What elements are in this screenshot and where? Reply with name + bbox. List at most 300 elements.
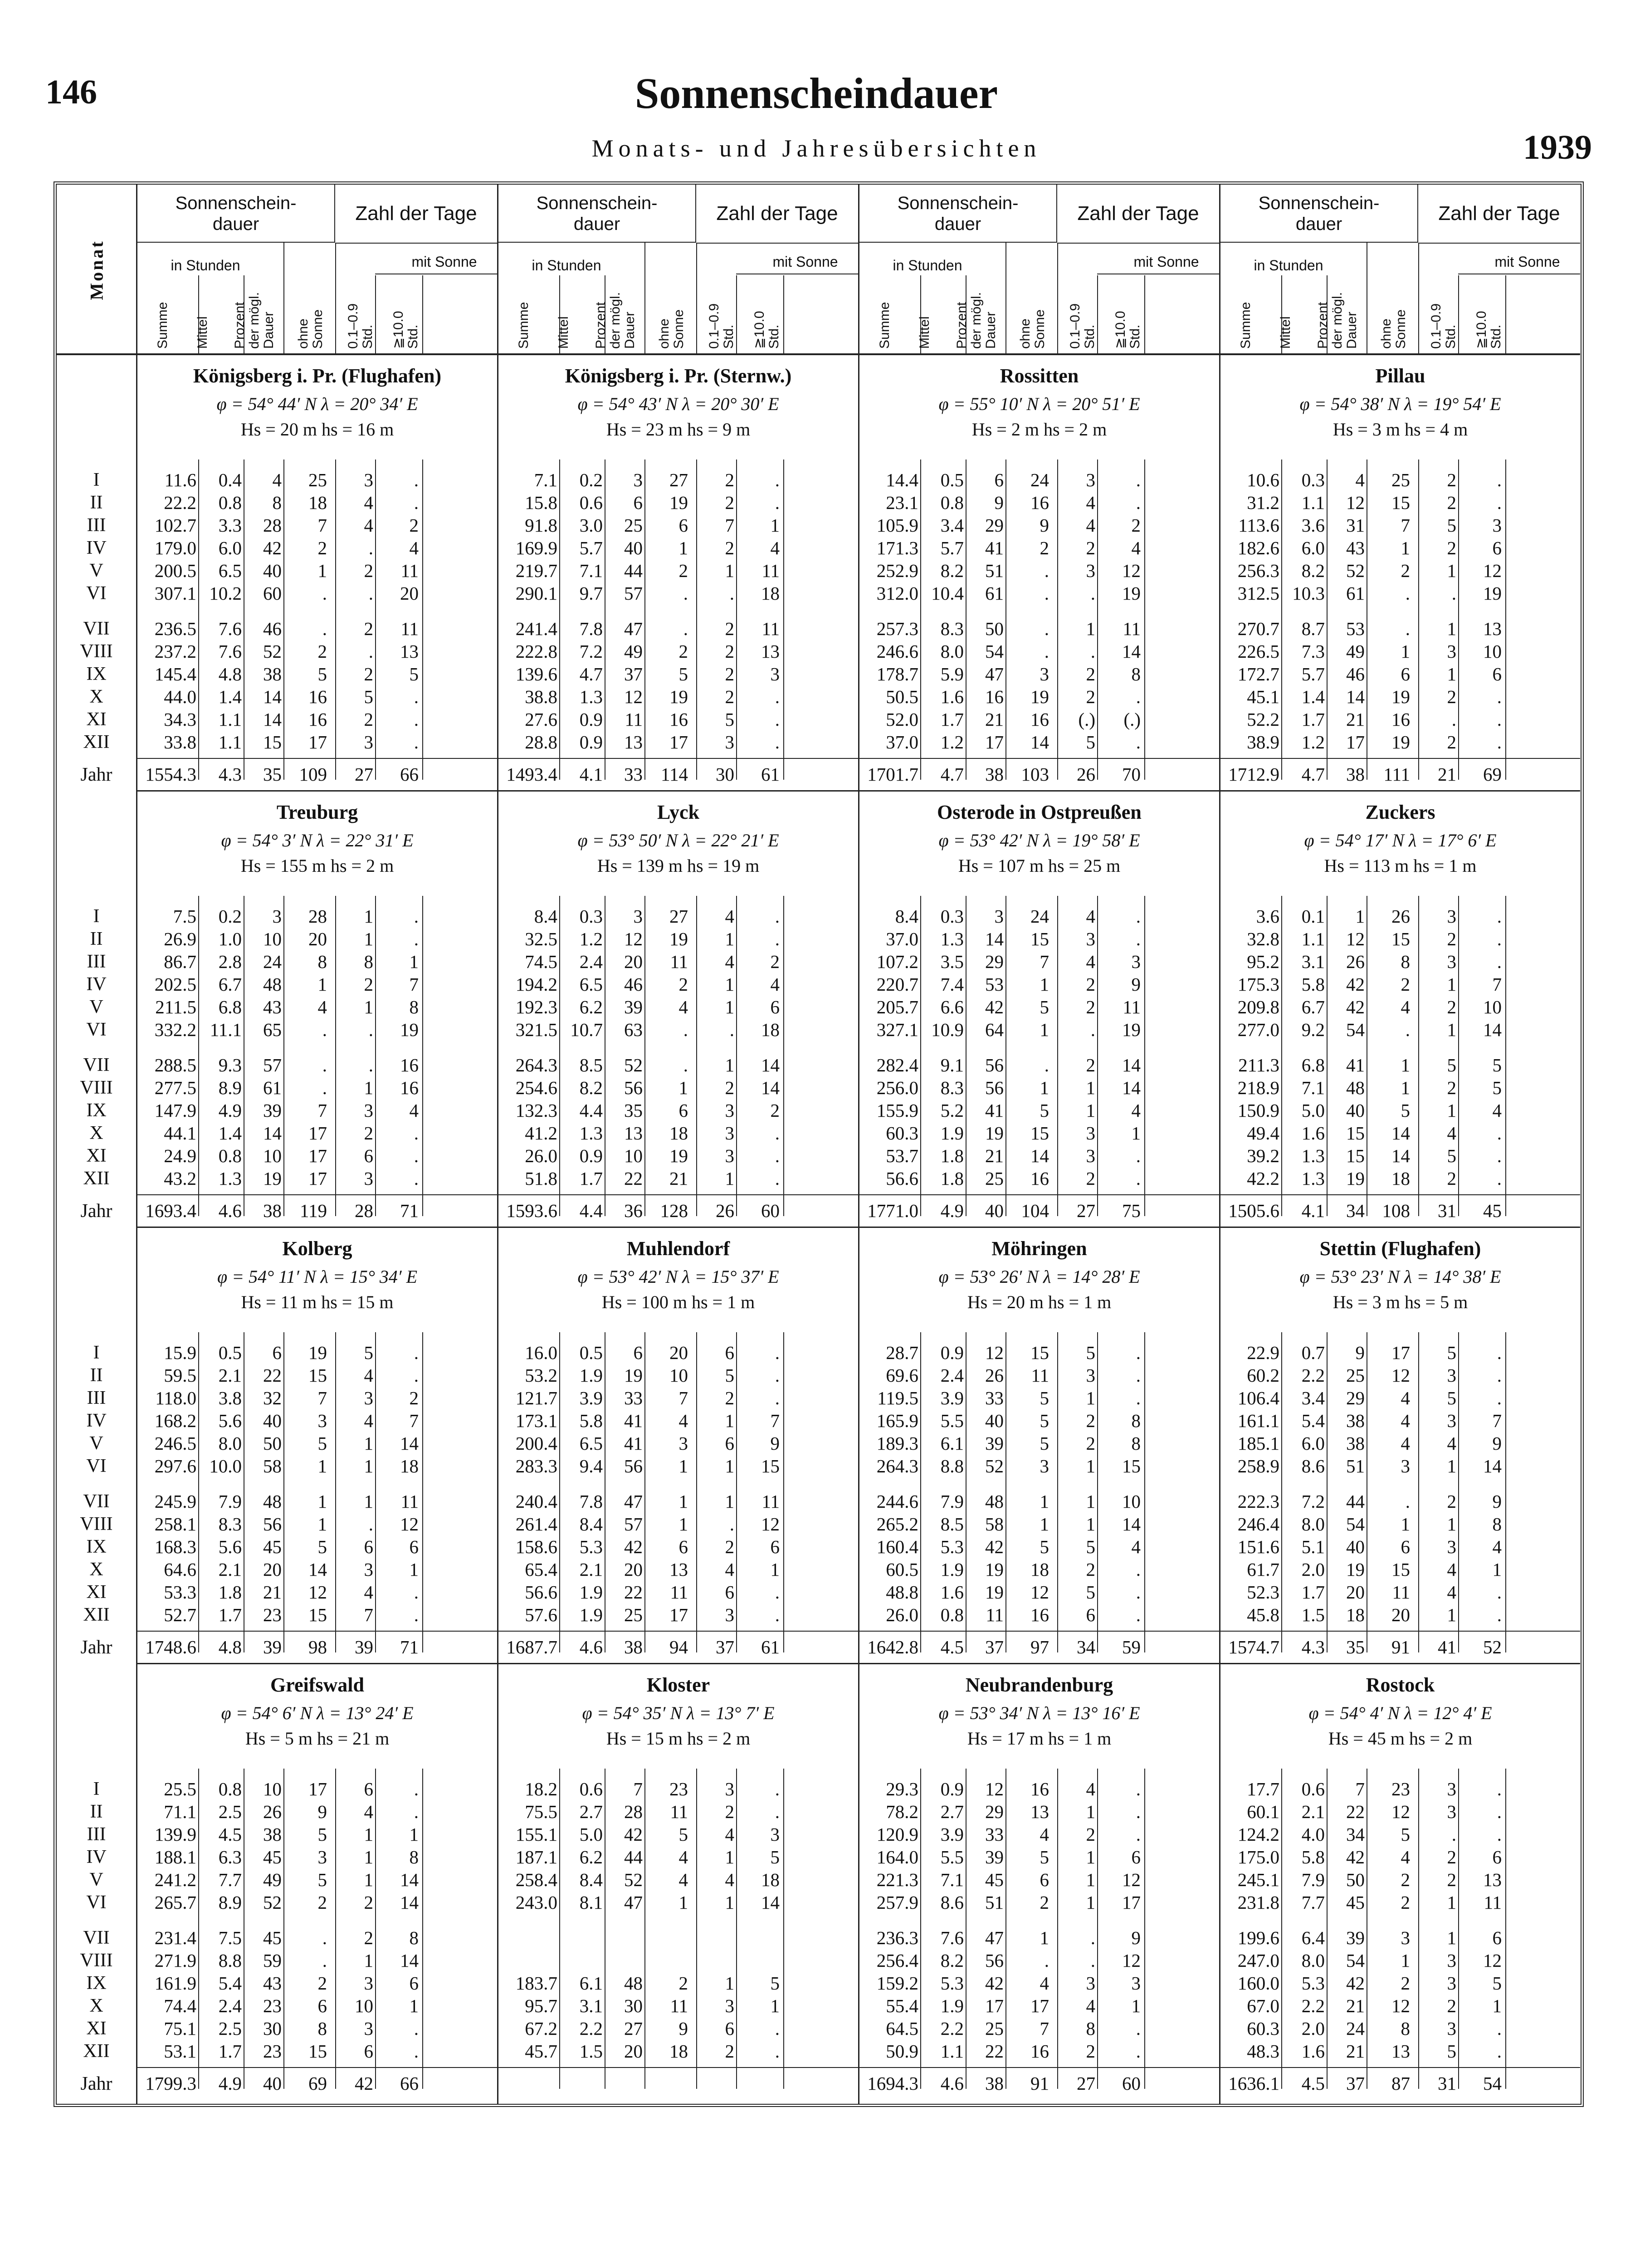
- grid-divider: [422, 896, 423, 1216]
- year-total-cell: 37: [985, 1637, 1004, 1657]
- data-cell: 8.9: [218, 1892, 242, 1913]
- data-cell: 8: [409, 997, 419, 1017]
- month-label: I: [93, 906, 100, 927]
- grid-divider: [283, 896, 284, 1216]
- station-altitude: Hs = 20 m hs = 1 m: [967, 1292, 1112, 1312]
- station-coordinates: φ = 54° 11′ N λ = 15° 34′ E: [217, 1266, 418, 1287]
- data-cell: 45: [985, 1869, 1004, 1890]
- data-cell: 14: [985, 929, 1004, 949]
- data-cell: .: [1451, 583, 1456, 604]
- station-column: [1220, 185, 1581, 2104]
- data-cell: 245.1: [1237, 1869, 1279, 1890]
- data-cell: .: [1497, 1145, 1502, 1166]
- grid-divider: [198, 1769, 199, 2089]
- data-cell: 2: [1447, 1869, 1456, 1890]
- data-cell: 57: [624, 1514, 643, 1535]
- data-cell: 16: [1391, 709, 1410, 730]
- data-cell: 1.8: [940, 1168, 964, 1189]
- data-cell: 8.6: [940, 1892, 964, 1913]
- year-rule: [137, 2067, 497, 2068]
- header-sub-nosun: ohne Sonne: [657, 309, 686, 349]
- data-cell: 11: [400, 618, 419, 639]
- month-label: XI: [86, 1145, 107, 1166]
- grid-divider: [1327, 1769, 1328, 2089]
- month-column: [57, 185, 137, 2104]
- data-cell: 16: [1030, 1604, 1049, 1625]
- data-cell: 49: [1346, 641, 1365, 662]
- data-cell: 155.1: [515, 1824, 557, 1845]
- data-cell: 0.6: [579, 492, 603, 513]
- data-cell: 42: [985, 997, 1004, 1017]
- data-cell: 33.8: [164, 732, 196, 753]
- data-cell: 2: [1086, 974, 1095, 995]
- data-cell: 50: [1346, 1869, 1365, 1890]
- data-cell: 2: [1401, 974, 1410, 995]
- grid-divider: [1418, 1332, 1419, 1652]
- station-name: Möhringen: [991, 1237, 1087, 1260]
- station-data-grid: [1220, 1332, 1580, 1664]
- grid-divider: [644, 459, 645, 780]
- data-cell: 21: [1346, 1995, 1365, 2016]
- grid-divider: [1144, 896, 1145, 1216]
- data-cell: 19: [400, 1019, 419, 1040]
- grid-divider: [1097, 459, 1098, 780]
- data-cell: 1: [1040, 1019, 1049, 1040]
- data-cell: 1.4: [1301, 686, 1325, 707]
- year-total-cell: 26: [1077, 764, 1095, 785]
- station-altitude: Hs = 113 m hs = 1 m: [1324, 855, 1477, 876]
- data-cell: 5: [1492, 1055, 1502, 1075]
- data-cell: 42: [1346, 1973, 1365, 1994]
- data-cell: 0.3: [940, 906, 964, 927]
- data-cell: 7.1: [579, 560, 603, 581]
- data-cell: 53.1: [164, 2041, 196, 2062]
- header-sunshine-duration: Sonnenschein- dauer: [1220, 185, 1418, 243]
- data-cell: 7: [317, 1100, 327, 1121]
- grid-divider: [696, 1332, 697, 1652]
- month-label: VI: [86, 1456, 107, 1476]
- header-divider: [375, 275, 376, 355]
- data-cell: 1: [1086, 1491, 1095, 1512]
- data-cell: 1.9: [579, 1582, 603, 1603]
- year-total-cell: 35: [263, 764, 282, 785]
- data-cell: 41: [624, 1433, 643, 1454]
- data-cell: 1: [1447, 664, 1456, 684]
- data-cell: 327.1: [876, 1019, 918, 1040]
- data-cell: 10: [1122, 1491, 1141, 1512]
- data-cell: 0.6: [579, 1779, 603, 1799]
- month-label: V: [89, 560, 103, 581]
- data-cell: 21: [1346, 709, 1365, 730]
- year-rule: [498, 1194, 858, 1195]
- data-cell: 10: [355, 1995, 373, 2016]
- data-cell: 3: [364, 1559, 373, 1580]
- data-cell: 12: [985, 1779, 1004, 1799]
- data-cell: 307.1: [154, 583, 196, 604]
- data-cell: 1: [409, 1824, 419, 1845]
- data-cell: 205.7: [876, 997, 918, 1017]
- data-cell: 47: [985, 1927, 1004, 1948]
- data-cell: 241.4: [515, 618, 557, 639]
- data-cell: 6: [1401, 1536, 1410, 1557]
- data-cell: 1: [725, 1055, 734, 1075]
- data-cell: 41.2: [525, 1123, 557, 1144]
- data-cell: 188.1: [154, 1847, 196, 1867]
- year-label: Jahr: [80, 1201, 112, 1222]
- data-cell: 42: [985, 1536, 1004, 1557]
- data-cell: .: [322, 1927, 327, 1948]
- data-cell: 8.5: [940, 1514, 964, 1535]
- data-cell: 8: [317, 2018, 327, 2039]
- data-cell: 3: [1447, 1536, 1456, 1557]
- station-altitude: Hs = 23 m hs = 9 m: [606, 419, 751, 440]
- data-cell: 6: [364, 2041, 373, 2062]
- data-cell: 75.1: [164, 2018, 196, 2039]
- data-cell: 7: [409, 1410, 419, 1431]
- data-cell: 24: [1030, 469, 1049, 490]
- data-cell: 5: [1447, 1145, 1456, 1166]
- data-cell: 8.8: [940, 1456, 964, 1476]
- data-cell: 0.9: [579, 709, 603, 730]
- data-cell: 0.8: [218, 1145, 242, 1166]
- year-total-cell: 45: [1483, 1200, 1502, 1221]
- data-cell: .: [1497, 1123, 1502, 1144]
- data-cell: 43: [263, 997, 282, 1017]
- data-cell: 155.9: [876, 1100, 918, 1121]
- data-cell: 247.0: [1237, 1950, 1279, 1971]
- station-coordinates: φ = 55° 10′ N λ = 20° 51′ E: [938, 394, 1140, 414]
- data-cell: 27: [624, 2018, 643, 2039]
- station-coordinates: φ = 54° 3′ N λ = 22° 31′ E: [221, 830, 414, 850]
- data-cell: 4: [678, 1869, 688, 1890]
- data-cell: 41: [985, 538, 1004, 558]
- data-cell: 231.8: [1237, 1892, 1279, 1913]
- data-cell: 2: [364, 618, 373, 639]
- page-title: Sonnenscheindauer: [635, 69, 998, 117]
- data-cell: 3: [364, 1100, 373, 1121]
- data-cell: 8: [1401, 951, 1410, 972]
- station-altitude: Hs = 2 m hs = 2 m: [971, 419, 1107, 440]
- data-cell: 26.9: [164, 929, 196, 949]
- station-data-grid: [859, 896, 1219, 1228]
- data-cell: .: [1136, 492, 1141, 513]
- data-cell: 5.0: [579, 1824, 603, 1845]
- data-cell: 41: [1346, 1055, 1365, 1075]
- month-label: IX: [86, 1536, 107, 1557]
- grid-divider: [375, 1769, 376, 2089]
- data-cell: 1: [1086, 618, 1095, 639]
- data-cell: 187.1: [515, 1847, 557, 1867]
- grid-divider: [198, 896, 199, 1216]
- data-cell: 95.2: [1247, 951, 1279, 972]
- data-cell: 5: [725, 1365, 734, 1386]
- data-cell: 175.3: [1237, 974, 1279, 995]
- data-cell: 3: [1086, 929, 1095, 949]
- data-cell: 1: [1040, 1927, 1049, 1948]
- station-data-grid: [859, 1332, 1219, 1664]
- data-cell: 48: [624, 1973, 643, 1994]
- data-cell: 7.9: [1301, 1869, 1325, 1890]
- data-cell: 18: [761, 1019, 780, 1040]
- data-cell: 0.8: [940, 1604, 964, 1625]
- data-cell: 2: [1447, 1491, 1456, 1512]
- year-total-cell: 4.1: [579, 764, 603, 785]
- header-sub-mean: Mittel: [556, 316, 571, 349]
- data-cell: .: [1405, 1019, 1410, 1040]
- data-cell: 4: [678, 1847, 688, 1867]
- data-cell: 17.7: [1247, 1779, 1279, 1799]
- month-label: XII: [83, 1168, 110, 1189]
- year-total-cell: 66: [400, 764, 419, 785]
- data-cell: 15.8: [525, 492, 557, 513]
- data-cell: 1.1: [940, 2041, 964, 2062]
- data-cell: 52.2: [1247, 709, 1279, 730]
- data-cell: 4: [725, 906, 734, 927]
- data-cell: 139.6: [515, 664, 557, 684]
- station-block: [137, 792, 497, 1228]
- data-cell: 264.3: [876, 1456, 918, 1476]
- data-cell: 3: [725, 1604, 734, 1625]
- data-cell: 10.7: [570, 1019, 603, 1040]
- data-cell: .: [1497, 1168, 1502, 1189]
- data-cell: 3: [1086, 1365, 1095, 1386]
- data-cell: 5: [1492, 1077, 1502, 1098]
- data-cell: 15: [1391, 1559, 1410, 1580]
- grid-divider: [1281, 459, 1282, 780]
- data-cell: 261.4: [515, 1514, 557, 1535]
- month-labels: [57, 896, 136, 1222]
- data-cell: .: [1136, 1801, 1141, 1822]
- data-cell: 3: [1447, 1779, 1456, 1799]
- data-cell: 5: [1401, 1100, 1410, 1121]
- data-cell: 15: [308, 1365, 327, 1386]
- data-cell: 44: [624, 1847, 643, 1867]
- month-column-label: Monat: [86, 240, 107, 300]
- data-cell: 28: [624, 1801, 643, 1822]
- month-label: VI: [86, 1892, 107, 1913]
- data-cell: 19: [1346, 1168, 1365, 1189]
- station-coordinates: φ = 54° 4′ N λ = 12° 4′ E: [1308, 1703, 1492, 1723]
- data-cell: 14: [1122, 1514, 1141, 1535]
- data-cell: 4: [1447, 1123, 1456, 1144]
- year-total-cell: 26: [716, 1200, 734, 1221]
- year-total-cell: 38: [985, 764, 1004, 785]
- year-total-cell: 4.6: [579, 1637, 603, 1657]
- data-cell: 60.3: [1247, 2018, 1279, 2039]
- station-block: [137, 1228, 497, 1664]
- year-total-cell: 31: [1438, 1200, 1456, 1221]
- data-cell: 219.7: [515, 560, 557, 581]
- data-cell: 256.4: [876, 1950, 918, 1971]
- data-cell: 18: [1346, 1604, 1365, 1625]
- data-cell: 9.3: [218, 1055, 242, 1075]
- month-label: II: [90, 1801, 103, 1822]
- station-name: Zuckers: [1365, 801, 1435, 823]
- data-cell: .: [775, 1342, 780, 1363]
- data-cell: 3: [1447, 906, 1456, 927]
- data-cell: 2.7: [579, 1801, 603, 1822]
- data-cell: 8.3: [218, 1514, 242, 1535]
- year-rule: [1220, 758, 1580, 759]
- data-cell: 14: [263, 709, 282, 730]
- data-cell: 10.0: [209, 1456, 242, 1476]
- year-total-cell: 91: [1030, 2073, 1049, 2094]
- header-divider: [335, 243, 336, 355]
- data-cell: 1.6: [1301, 1123, 1325, 1144]
- data-cell: 16: [400, 1055, 419, 1075]
- data-cell: 182.6: [1237, 538, 1279, 558]
- data-cell: 5: [1040, 1100, 1049, 1121]
- month-label: V: [89, 1869, 103, 1890]
- data-cell: 2.2: [940, 2018, 964, 2039]
- data-cell: 1.7: [218, 1604, 242, 1625]
- data-cell: 4: [678, 997, 688, 1017]
- data-cell: .: [322, 1019, 327, 1040]
- data-cell: .: [414, 929, 419, 949]
- data-cell: 3.1: [1301, 951, 1325, 972]
- data-cell: 3: [725, 1123, 734, 1144]
- data-cell: 17: [308, 1145, 327, 1166]
- data-cell: 64.5: [886, 2018, 918, 2039]
- column-header: [859, 185, 1219, 355]
- data-cell: 4: [725, 1559, 734, 1580]
- data-cell: 173.1: [515, 1410, 557, 1431]
- data-cell: 17: [669, 1604, 688, 1625]
- station-column: [859, 185, 1220, 2104]
- year-total-cell: 66: [400, 2073, 419, 2094]
- year-total-cell: 27: [355, 764, 373, 785]
- data-cell: 200.5: [154, 560, 196, 581]
- month-label: III: [87, 1824, 106, 1845]
- data-cell: 119.5: [877, 1388, 918, 1408]
- data-cell: 246.5: [154, 1433, 196, 1454]
- data-cell: 145.4: [154, 664, 196, 684]
- data-cell: 69.6: [886, 1365, 918, 1386]
- data-cell: 147.9: [154, 1100, 196, 1121]
- data-cell: 49: [263, 1869, 282, 1890]
- month-label: VIII: [80, 1950, 113, 1971]
- data-cell: 4: [364, 1410, 373, 1431]
- grid-divider: [422, 1332, 423, 1652]
- data-cell: 179.0: [154, 538, 196, 558]
- data-cell: 1: [1401, 1950, 1410, 1971]
- data-cell: 290.1: [515, 583, 557, 604]
- station-data-grid: [137, 1769, 497, 2101]
- data-cell: 1.4: [218, 1123, 242, 1144]
- data-cell: 12: [1391, 1995, 1410, 2016]
- data-cell: 3.4: [1301, 1388, 1325, 1408]
- data-cell: 4: [1040, 1973, 1049, 1994]
- data-cell: 26: [985, 1365, 1004, 1386]
- data-cell: 29: [1346, 1388, 1365, 1408]
- year-total-cell: 1712.9: [1228, 764, 1279, 785]
- year-total-cell: 41: [1438, 1637, 1456, 1657]
- data-cell: 18: [1030, 1559, 1049, 1580]
- data-cell: 3: [1447, 1973, 1456, 1994]
- data-cell: 22.9: [1247, 1342, 1279, 1363]
- data-cell: 5.8: [1301, 974, 1325, 995]
- data-cell: 13: [1030, 1801, 1049, 1822]
- data-cell: 2: [1086, 538, 1095, 558]
- data-cell: 283.3: [515, 1456, 557, 1476]
- data-cell: 40: [985, 1410, 1004, 1431]
- year-rule: [498, 1631, 858, 1632]
- data-cell: 5: [1040, 1847, 1049, 1867]
- data-cell: 1.1: [218, 732, 242, 753]
- data-cell: 4: [1086, 951, 1095, 972]
- data-cell: 1.3: [1301, 1145, 1325, 1166]
- grid-divider: [1281, 1332, 1282, 1652]
- data-cell: 8: [409, 1847, 419, 1867]
- header-with-sun: mit Sonne: [1494, 254, 1560, 270]
- data-cell: 5: [1086, 1582, 1095, 1603]
- data-cell: 86.7: [164, 951, 196, 972]
- data-cell: 2: [364, 709, 373, 730]
- data-cell: 52: [985, 1456, 1004, 1476]
- month-label: III: [87, 515, 106, 536]
- header-divider: [1057, 243, 1058, 355]
- data-cell: 8.2: [940, 1950, 964, 1971]
- data-cell: 19: [1391, 686, 1410, 707]
- data-cell: 2.8: [218, 951, 242, 972]
- data-cell: .: [1497, 1801, 1502, 1822]
- grid-divider: [1144, 1332, 1145, 1652]
- data-cell: 16: [308, 686, 327, 707]
- data-cell: 4: [364, 515, 373, 536]
- station-altitude: Hs = 107 m hs = 25 m: [958, 855, 1121, 876]
- data-cell: 16: [985, 686, 1004, 707]
- data-cell: 4: [1086, 515, 1095, 536]
- data-cell: 2: [725, 664, 734, 684]
- data-cell: 2: [725, 469, 734, 490]
- data-cell: 194.2: [515, 974, 557, 995]
- data-cell: 106.4: [1237, 1388, 1279, 1408]
- data-cell: 3: [1131, 1973, 1141, 1994]
- month-label: XI: [86, 709, 107, 730]
- data-cell: 24: [1346, 2018, 1365, 2039]
- data-cell: .: [322, 583, 327, 604]
- data-cell: 183.7: [515, 1973, 557, 1994]
- data-cell: 19: [1391, 732, 1410, 753]
- data-cell: 42: [1346, 1847, 1365, 1867]
- data-cell: 1.5: [1301, 1604, 1325, 1625]
- data-cell: 4: [1131, 538, 1141, 558]
- data-cell: 218.9: [1237, 1077, 1279, 1098]
- grid-divider: [783, 1769, 784, 2089]
- data-cell: 241.2: [154, 1869, 196, 1890]
- header-sub-pct: Prozent der mögl. Dauer: [232, 292, 276, 349]
- data-cell: .: [775, 1145, 780, 1166]
- data-cell: .: [1497, 492, 1502, 513]
- station-name: Rostock: [1366, 1674, 1435, 1696]
- data-cell: 1: [364, 1456, 373, 1476]
- data-cell: 19: [669, 929, 688, 949]
- data-cell: 3.9: [579, 1388, 603, 1408]
- data-cell: 7: [1401, 515, 1410, 536]
- data-cell: 16: [1030, 709, 1049, 730]
- data-cell: (.): [1123, 709, 1141, 730]
- data-cell: 4: [678, 1410, 688, 1431]
- grid-divider: [696, 896, 697, 1216]
- year-total-cell: 114: [661, 764, 688, 785]
- station-name: Königsberg i. Pr. (Sternw.): [565, 365, 792, 387]
- data-cell: 5: [1086, 732, 1095, 753]
- data-cell: 2.4: [218, 1995, 242, 2016]
- data-cell: 8.0: [218, 1433, 242, 1454]
- data-cell: .: [1044, 641, 1049, 662]
- grid-divider: [1505, 896, 1506, 1216]
- grid-divider: [920, 1769, 921, 2089]
